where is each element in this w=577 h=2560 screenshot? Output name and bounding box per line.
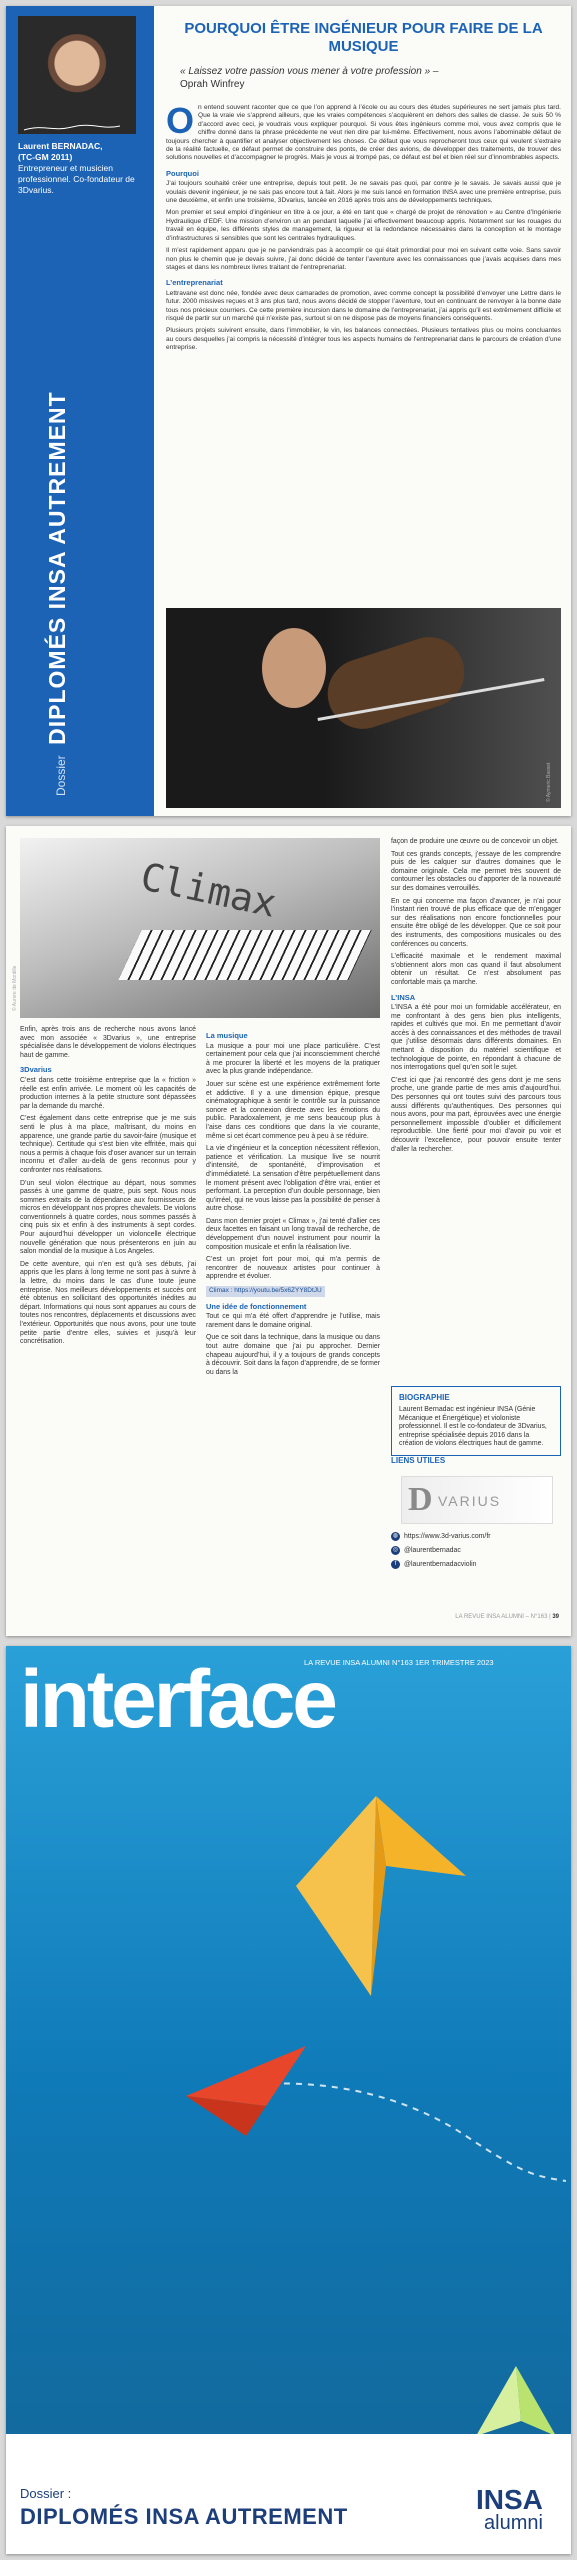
quote-author: Oprah Winfrey [180,79,245,90]
text-column-2 [206,1026,380,1381]
vertical-section-label [44,391,71,796]
article-page-1 [6,6,571,816]
paragraph: C’est ici que j’ai rencontré des gens dont je me sens proche, une grande partie de mes amis d’aujourd’hui. Des personnes qui ont toutes suivi des parcours tous aussi différents qu’authentiques. Des personnes qui nous avons, pour ma part, éprouvées avec une énergie personnellement impossible d’oublier et difficilement reproductible. Une fierté pour moi d’avoir pu voir et découvrir l’excellence, pour pouvoir ensuite tenter d’aller la rechercher. [391,1076,561,1153]
paragraph: L’efficacité maximale et le rendement maximal s’obtiennent alors mon cas quand il faut absolument obtenir un résultat. Ce n’est absolument pas confortable mais ça marche. [391,953,561,986]
green-paper-plane-icon [476,2366,556,2436]
paragraph: C’est un projet fort pour moi, qui m’a permis de rencontrer de nouveaux artistes pour continuer à apprendre et évoluer. [206,1256,380,1281]
paragraph: C’est dans cette troisième entreprise que la « friction » réelle est enfin arrivée. Le moment où les capacités de production internes à la petite structure sont dépassées par la demande du marché. [20,1076,196,1110]
link-facebook[interactable]: f @laurentbernadacviolin [391,1560,477,1569]
paragraph: De cette aventure, qui n’en est qu’à ses débuts, j’ai appris que les plans à long terme ne sont pas à suivre à la lettre, du moins dans le cas d’une toute jeune entreprise. Nos meilleurs développements et succès ont été obtenus en sollicitant des opportunités inédites au départ. Informations qui nous sont apparues au cours de toutes nos rencontres, déplacements et discussions avec l’extérieur. Opportunités que nous avons, pour une toute petite partie d’entre elles, suivies et jusqu’à leur concrétisation. [20,1260,196,1346]
paragraph: façon de produire une œuvre ou de concevoir un objet. [391,838,559,845]
dossier-label: Dossier [54,755,68,796]
article-title: POURQUOI ÊTRE INGÉNIEUR POUR FAIRE DE LA MUSIQUE [184,20,543,55]
paragraph: En ce qui concerne ma façon d’avancer, je n’ai pour l’instant rien trouvé de plus efficace que de m’engager sur des réalisations non encore fonctionnelles pour ensuite être obligé de les développer. Que ce soit pour des instruments, des compositions musicales ou des conférences ou concerts. [391,897,561,948]
instagram-icon: ◎ [392,1547,399,1553]
section-heading: L’entreprenariat [166,278,223,288]
insa-logo-text: INSA [476,2484,543,2515]
photo-subject-head [262,628,326,708]
section-heading: L’INSA [391,992,416,1002]
paragraph: Lettravane est donc née, fondée avec deux camarades de promotion, avec comme concept la possibilité d’envoyer une Lettre dans le futur. 2000 missives reçues et 3 ans plus tard, nous avons décidé de stopper l’aventure, tout en continuant de renvoyer à la bonne date tous nos précieux courriers. Ce cette première incursion dans le domaine de l’entreprenariat, j’ai appris qu’il est extrêmement difficile et risqué de partir sur un marché qui n’existe pas, surtout si on ne dispose pas de moyens financiers conséquents. [166,289,561,322]
page-number: 39 [552,1614,559,1620]
alumni-logo-text: alumni [484,2512,543,2534]
paragraph: Tout ces grands concepts, j’essaye de les comprendre puis de les calquer sur d’autres domaines que le domaine originale. Cela me permet très souvent de contourner les obstacles ou d’apporter de la nouveauté sur des domaines verrouillés. [391,850,561,892]
article-content [166,20,561,357]
paragraph: Il m’est rapidement apparu que je ne parviendrais pas à accomplir ce qui était primordial pour moi en suivant cette voie. Sans savoir non plus le chemin que je devais suivre, j’ai donc décidé de tenter l’aventure avec les connaissances que j’avais acquises dans mes stages et dans les nombreux livres traitant de l’entreprenariat. [166,247,561,271]
magazine-cover [6,1646,571,2554]
paragraph: Dans mon dernier projet « Climax », j’ai tenté d’allier ces deux facettes en faisant un long travail de recherche, de développement d’un nouvel instrument pour nourrir la composition musicale et enfin la réalisation live. [206,1217,380,1251]
footer-issue: N°163 [530,1614,548,1620]
section-heading: 3Dvarius [20,1065,52,1075]
issue-line: LA REVUE INSA ALUMNI N°163 1ER TRIMESTRE 2023 [304,1658,494,1667]
link-instagram[interactable]: ◎ @laurentbernadac [392,1547,461,1554]
climax-video-link[interactable]: Climax : https://youtu.be/5x6ZYY8DtJU [206,1286,325,1297]
link-website[interactable]: ◍ https://www.3d-varius.com/fr [392,1533,491,1540]
section-heading: Une idée de fonctionnement [206,1301,307,1311]
article-page-2 [6,826,571,1636]
blue-sidebar [6,6,154,816]
section-heading: Pourquoi [166,168,199,178]
biography-text: Laurent Bernadac est ingénieur INSA (Génie Mécanique et Énergétique) et violoniste professionnel. Il est le co-fondateur de 3Dvarius, entreprise spécialisée depuis 2016 dans la création de violons électriques haut de gamme. [399,1406,547,1448]
footer-magazine: LA REVUE INSA ALUMNI [455,1614,524,1620]
red-paper-plane-icon [186,2046,306,2136]
page-footer: LA REVUE INSA ALUMNI – N°163 | 39 [455,1614,559,1620]
author-name: Laurent BERNADAC, [18,141,103,151]
keyboard-keys [118,930,371,980]
logo-text: VARIUS [438,1493,502,1509]
paragraph: La vie d’ingénieur et la conception nécessitent réflexion, patience et vérification. La musique live se nourrit d’intensité, de spontanéité, d’improvisation et d’immédiateté. La sensation d’être perpétuellement dans le moment présent avec l’obligation d’être vrai, entier et performant. La perception d’un double personnage, bien qu’irréel, qui ne vous laisse pas la possibilité de penser à autre chose. [206,1145,380,1213]
paragraph: Plusieurs projets suivirent ensuite, dans l’immobilier, le vin, les balances connectées. Plusieurs tentatives plus ou moins concluantes au cours desquelles j’ai compris la nécessité d’intégrer tous les aspects humains de l’entreprenariat dans le parcours de création d’une entreprise. [166,327,561,352]
facebook-icon: f [391,1560,400,1569]
violinist-photo [166,608,561,808]
cover-background [6,1646,571,2434]
paragraph: Mon premier et seul emploi d’ingénieur en titre à ce jour, a été en tant que « chargé de projet de rénovation » au Centre d’Ingénierie Hydraulique d’EDF. Une mission d’environ un an pendant laquelle j’ai effectivement beaucoup appris. Notamment sur les rouages du travail en équipe, les différents styles de management, la rigueur et la redondance nécessaires dans la conception et le montage d’infrastructures si sensibles que sont les centrales hydrauliques. [166,209,561,242]
paragraph: Jouer sur scène est une expérience extrêmement forte et addictive. Il y a une dimension épique, presque cinématographique à sentir le contrôle sur la puissance sonore et la connexion directe avec les émotions du public. Paradoxalement, je me sens beaucoup plus à l’aise dans ces conditions que dans la vie courante, même si cet écart commence peu à peu à se réduire. [206,1080,380,1140]
paragraph: Que ce soit dans la technique, dans la musique ou dans tout autre domaine que j’ai pu approcher. Dernier chapeau aujourd’hui, il y a toujours de grands concepts à découvrir. Soit dans la façon d’apprendre, de se former ou dans la [206,1334,380,1376]
paragraph: La musique a pour moi une place particulière. C’est certainement pour cela que j’ai inconsciemment cherché à me procurer la liberté et les moyens de la pratiquer avec la plus grande indépendance. [206,1042,380,1076]
text-column-3 [391,838,561,1158]
author-promo: (TC-GM 2011) [18,152,73,162]
paragraph: L’INSA a été pour moi un formidable accélérateur, en me confrontant à des gens bien plus intelligents, rapides et cultivés que moi. En me permettant d’avoir accès à des connaissances et des méthodes de travail que j’utilise désormais dans différents domaines. En mettant à disposition du matériel scientifique et technologique de pointe, en répondant à chacune de nos interrogations quel qu’en soit le sujet. [391,1004,561,1072]
photo-credit: © Aurore de Montille [12,965,18,1011]
biography-box [391,1386,561,1456]
author-caption [18,141,144,196]
paragraph: Tout ce qui m’a été offert d’apprendre je l’utilise, mais rarement dans le domaine original. [206,1313,380,1329]
author-portrait [18,16,136,134]
magazine-title: interface [20,1654,335,1745]
section-title: DIPLOMÉS INSA AUTREMENT [44,391,70,745]
section-heading: La musique [206,1031,248,1040]
article-body [166,100,561,353]
3dvarius-logo [401,1476,553,1524]
signature-mark [22,124,122,132]
drop-cap: O [166,100,195,141]
paragraph: J’ai toujours souhaité créer une entreprise, depuis tout petit. Je ne savais pas quoi, par contre je le savais. Je savais aussi que je voulais devenir ingénieur, je ne sais pas encore tout à fait. Alors je me suis lancé en formation INSA avec une première entreprise, puis une deuxième, et enfin une troisième, 3Dvarius, lancée en 2016 après trois ans de développements techniques. [166,180,561,205]
paragraph: D’un seul violon électrique au départ, nous sommes passés à une gamme de quatre, puis sept. Nous nous sommes extraits de la dépendance aux fournisseurs de micros en développant nos propres chevalets. De violons conventionnels à quatre cordes, nous sommes passés à cinq puis six et enfin à des instruments à sept cordes. Pour aujourd’hui développer un violoncelle électrique nouvelle génération que nous présenterons en juin au salon mondial de la musique à Los Angeles. [20,1179,196,1256]
author-bio: Entrepreneur et musicien professionnel. Co-fondateur de 3Dvarius. [18,163,135,195]
photo-credit: © Aymeric Basset [546,762,552,802]
logo-letter-d: D [408,1481,433,1518]
violin-shape [319,628,474,738]
pull-quote: « Laissez votre passion vous mener à votre profession » – [180,66,439,77]
biography-title: BIOGRAPHIE [399,1393,450,1402]
cover-dossier-label: Dossier : [20,2486,72,2501]
synthesizer-photo [20,838,380,1018]
cover-headline: DIPLOMÉS INSA AUTREMENT [20,2504,348,2529]
climax-photo-label: Climax [136,854,281,926]
intro-paragraph: On entend souvent raconter que ce que l’on apprend à l’école ou au cours des études supérieures ne sert jamais plus tard. Que la vraie vie s’apprend ailleurs, que les vraies compétences s’acquièrent en dehors des salles de classe. Je suis 50 % d’accord avec ceci, je voudrais vous expliquer pourquoi. Si vous êtes ingénieurs comme moi, vous avez compris que le chiffre donné dans la phrase précédente ne veut rien dire par lui-même. Effectivement, nous avons l’abominable défaut de toujours chercher à quantifier et analyser objectivement les choses. Ce défaut que vous reprocheront tous ceux qui veulent s’extraire de la réalité factuelle, ce défaut permet de construire des ponts, de créer des avions, de développer des traitements, de trouver des solutions nouvelles et d’accompagner le progrès. Mais je vous ai trompé pas, ce défaut est bel et bien réel sur d’innombrables aspects. [166,100,561,162]
useful-links-title: LIENS UTILES [391,1456,446,1465]
paragraph: Enfin, après trois ans de recherche nous avons lancé avec mon associée « 3Dvarius », une entreprise spécialisée dans le développement de violons électriques haut de gamme. [20,1026,196,1059]
paragraph: C’est également dans cette entreprise que je me suis senti le plus à ma place, maîtrisant, du moins en apparence, une grande partie du savoir-faire (musique et technique). Certitude qui s’est bien vite effritée, mais qui nous a permis à chaque fois d’oser avancer sur un terrain inconnu et d’aller au-delà de gens reconnus pour y confronter nos réalisations. [20,1115,196,1174]
text-column-1 [20,1026,196,1351]
globe-icon: ◍ [392,1533,399,1539]
yellow-paper-plane-icon [276,1796,466,1996]
